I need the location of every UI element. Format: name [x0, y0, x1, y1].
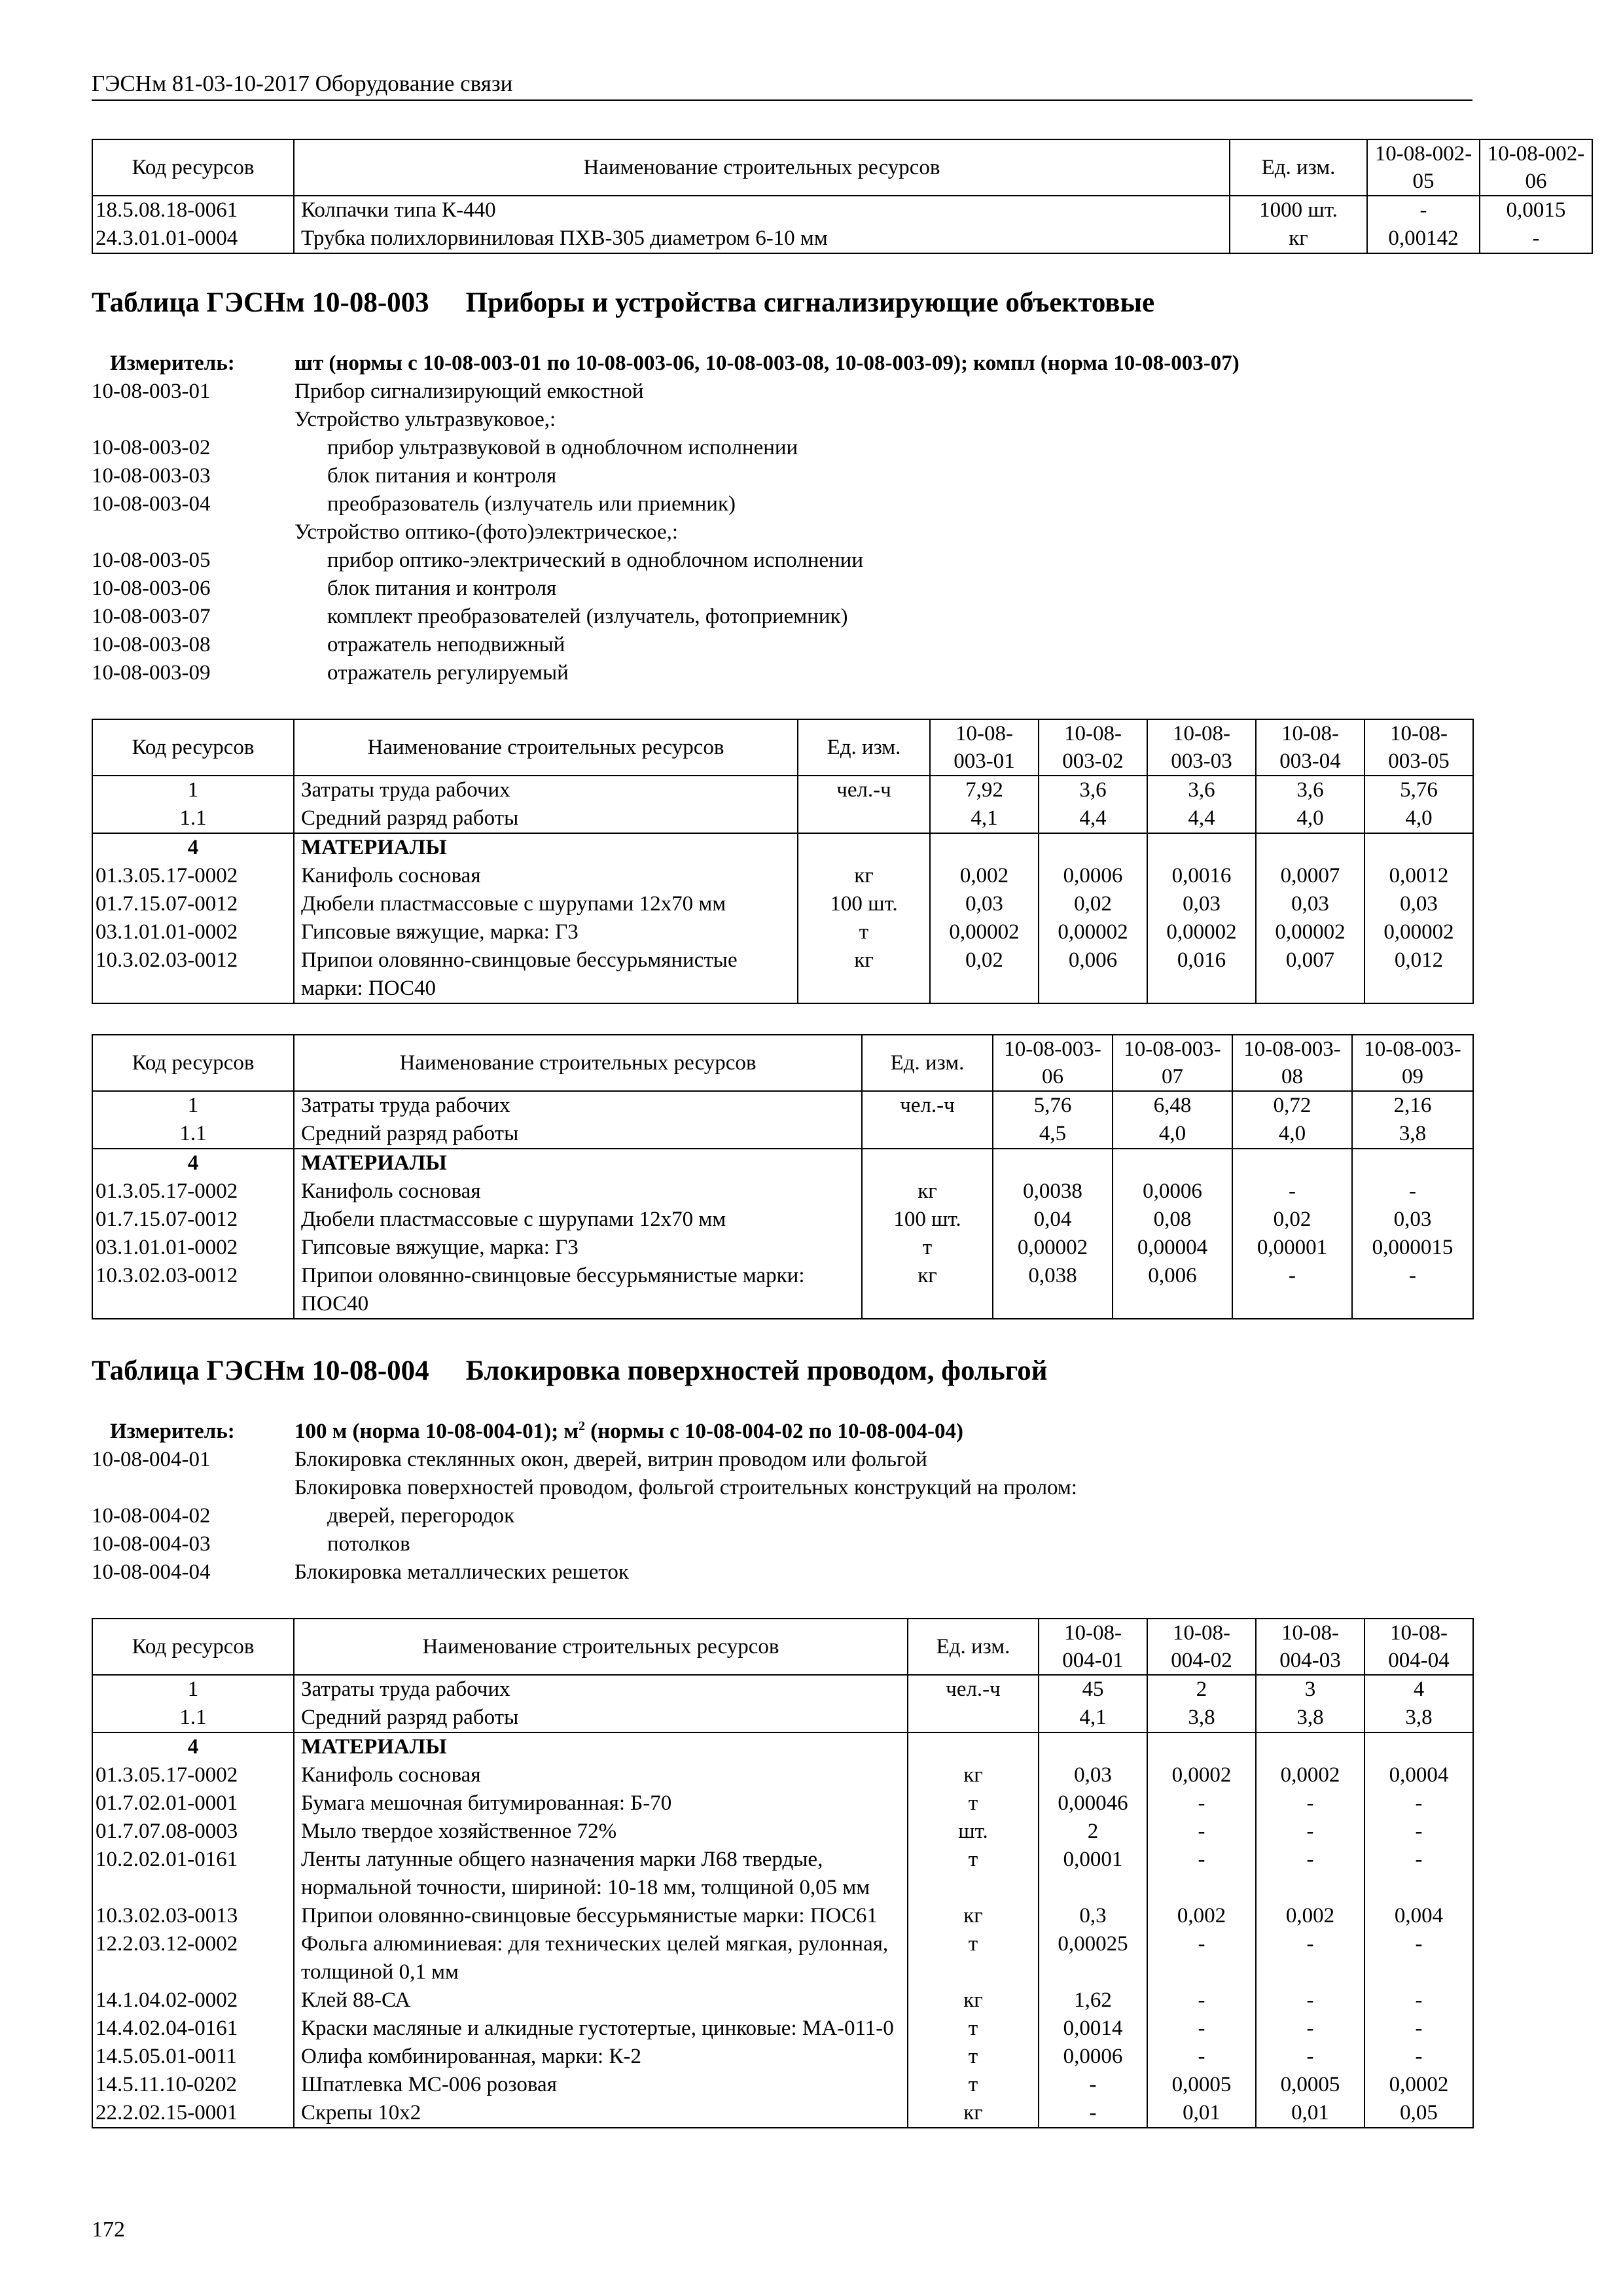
table-row: 4 МАТЕРИАЛЫ: [92, 1732, 1473, 1761]
table-row: 01.3.05.17-0002 Канифоль сосновая кг 0,002 0,0006 0,0016 0,0007 0,0012: [92, 862, 1473, 890]
col-header-norm: 10-08-002-05: [1367, 139, 1480, 196]
table-row: 14.4.02.04-0161 Краски масляные и алкидные густотертые, цинковые: МА-011-0 т 0,0014 - - -: [92, 2015, 1473, 2043]
col-header-name: Наименование строительных ресурсов: [294, 1619, 908, 1675]
table-row: 03.1.01.01-0002 Гипсовые вяжущие, марка: Г3 т 0,00002 0,00004 0,00001 0,000015: [92, 1234, 1473, 1262]
col-header-code: Код ресурсов: [92, 1619, 294, 1675]
table-row: 4 МАТЕРИАЛЫ: [92, 1149, 1473, 1177]
table-row: 14.5.05.01-0011 Олифа комбинированная, марки: К-2 т 0,0006 - - -: [92, 2043, 1473, 2071]
col-header-unit: Ед. изм.: [862, 1035, 993, 1091]
table-row: 22.2.02.15-0001 Скрепы 10х2 кг - 0,01 0,01 0,05: [92, 2099, 1473, 2128]
col-header-norm: 10-08-003-01: [930, 719, 1039, 776]
col-header-norm: 10-08-004-02: [1147, 1619, 1256, 1675]
table-row: 03.1.01.01-0002 Гипсовые вяжущие, марка: Г3 т 0,00002 0,00002 0,00002 0,00002 0,00002: [92, 918, 1473, 946]
col-header-code: Код ресурсов: [92, 139, 294, 196]
col-header-unit: Ед. изм.: [798, 719, 930, 776]
table-row: 1 Затраты труда рабочих чел.-ч 7,92 3,6 3,6 3,6 5,76: [92, 776, 1473, 804]
col-header-norm: 10-08-003-09: [1352, 1035, 1473, 1091]
table-row: 1 Затраты труда рабочих чел.-ч 5,76 6,48 0,72 2,16: [92, 1091, 1473, 1120]
table-row: 1.1 Средний разряд работы 4,1 4,4 4,4 4,0 4,0: [92, 804, 1473, 833]
col-header-norm: 10-08-003-07: [1113, 1035, 1232, 1091]
table-row: 01.3.05.17-0002 Канифоль сосновая кг 0,03 0,0002 0,0002 0,0004: [92, 1761, 1473, 1789]
table-row: 01.7.02.01-0001 Бумага мешочная битумированная: Б-70 т 0,00046 - - -: [92, 1789, 1473, 1818]
section-title-10-08-003: Таблица ГЭСНм 10-08-003 Приборы и устройства сигнализирующие объектовые: [92, 287, 1155, 318]
col-header-name: Наименование строительных ресурсов: [294, 139, 1230, 196]
table-row: 01.7.07.08-0003 Мыло твердое хозяйственное 72% шт. 2 - - -: [92, 1818, 1473, 1846]
col-header-name: Наименование строительных ресурсов: [294, 1035, 862, 1091]
col-header-norm: 10-08-002-06: [1480, 139, 1592, 196]
col-header-norm: 10-08-003-06: [993, 1035, 1113, 1091]
table-row: 14.5.11.10-0202 Шпатлевка МС-006 розовая т - 0,0005 0,0005 0,0002: [92, 2071, 1473, 2099]
table-row: 10.3.02.03-0012 Припои оловянно-свинцовые бессурьмянистые марки: ПОС40 кг 0,038 0,006 - -: [92, 1262, 1473, 1319]
running-header: ГЭСНм 81-03-10-2017 Оборудование связи: [92, 71, 1472, 101]
col-header-code: Код ресурсов: [92, 719, 294, 776]
table-row: 10.2.02.01-0161 Ленты латунные общего назначения марки Л68 твердые, нормальной точности, шириной: 10-18 мм, толщиной 0,05 мм т 0,0001 - - -: [92, 1846, 1473, 1902]
table-row: 10.3.02.03-0012 Припои оловянно-свинцовые бессурьмянистые марки: ПОС40 кг 0,02 0,006 0,016 0,007 0,012: [92, 946, 1473, 1003]
section-description-10-08-003: Измеритель: шт (нормы с 10-08-003-01 по 10-08-003-06, 10-08-003-08, 10-08-003-09); компл (норма 10-08-003-07) 10-08-003-01 Прибор сигнализирующий емкостной Устройство ультразвуковое,: 10-08-003-02 прибор ультразвуковой в одноблочном исполнении 10-08-003-03 блок питания и контроля 10-08-003-04 преобразователь (излучатель или приемник) Устройство оптико-(фото)электрическое,: 10-08-003-05 прибор оптико-электрический в одноблочном исполнении 10-08-003-06 блок питания и контроля 10-08-003-07 комплект преобразователей (излучатель, фотоприемник) 10-08-003-08 отражатель неподвижный 10-08-003-09 отражатель регулируемый: [92, 351, 1240, 685]
col-header-norm: 10-08-004-01: [1039, 1619, 1147, 1675]
col-header-unit: Ед. изм.: [908, 1619, 1039, 1675]
section-description-10-08-004: Измеритель: 100 м (норма 10-08-004-01); $м^2$ (нормы с 10-08-004-02 по 10-08-004-04) 10-08-004-01 Блокировка стеклянных окон, дверей, витрин проводом или фольгой Блокировка поверхностей проводом, фольгой строительных конструкций на пролом: 10-08-004-02 дверей, перегородок 10-08-004-03 потолков 10-08-004-04 Блокировка металлических решеток: [92, 1419, 1077, 1584]
table-row: 1.1 Средний разряд работы 4,1 3,8 3,8 3,8: [92, 1704, 1473, 1732]
col-header-norm: 10-08-003-02: [1039, 719, 1147, 776]
table-row: 14.1.04.02-0002 Клей 88-СА кг 1,62 - - -: [92, 1986, 1473, 2015]
col-header-unit: Ед. изм.: [1230, 139, 1367, 196]
col-header-norm: 10-08-003-05: [1364, 719, 1473, 776]
table-row: 12.2.03.12-0002 Фольга алюминиевая: для технических целей мягкая, рулонная, толщиной 0,1 мм т 0,00025 - - -: [92, 1930, 1473, 1986]
table-10-08-003-b: [92, 1034, 1474, 1319]
table-10-08-002-continued: [92, 139, 1593, 254]
section-title-10-08-004: Таблица ГЭСНм 10-08-004 Блокировка поверхностей проводом, фольгой: [92, 1355, 1048, 1386]
page-number: 172: [92, 2217, 125, 2242]
col-header-norm: 10-08-003-03: [1147, 719, 1256, 776]
table-row: 01.7.15.07-0012 Дюбели пластмассовые с шурупами 12х70 мм 100 шт. 0,04 0,08 0,02 0,03: [92, 1206, 1473, 1234]
table-10-08-003-a: [92, 719, 1474, 1004]
col-header-name: Наименование строительных ресурсов: [294, 719, 798, 776]
table-row: 1.1 Средний разряд работы 4,5 4,0 4,0 3,8: [92, 1120, 1473, 1149]
table-row: 24.3.01.01-0004 Трубка полихлорвиниловая ПХВ-305 диаметром 6-10 мм кг 0,00142 -: [92, 224, 1592, 253]
table-row: 01.7.15.07-0012 Дюбели пластмассовые с шурупами 12х70 мм 100 шт. 0,03 0,02 0,03 0,03 0,03: [92, 890, 1473, 918]
table-10-08-004: [92, 1618, 1474, 2128]
col-header-code: Код ресурсов: [92, 1035, 294, 1091]
col-header-norm: 10-08-003-08: [1232, 1035, 1352, 1091]
table-row: 01.3.05.17-0002 Канифоль сосновая кг 0,0038 0,0006 - -: [92, 1177, 1473, 1206]
table-row: 1 Затраты труда рабочих чел.-ч 45 2 3 4: [92, 1675, 1473, 1704]
col-header-norm: 10-08-003-04: [1256, 719, 1364, 776]
table-row: 18.5.08.18-0061 Колпачки типа К-440 1000 шт. - 0,0015: [92, 196, 1592, 224]
col-header-norm: 10-08-004-04: [1364, 1619, 1473, 1675]
table-row: 10.3.02.03-0013 Припои оловянно-свинцовые бессурьмянистые марки: ПОС61 кг 0,3 0,002 0,002 0,004: [92, 1902, 1473, 1930]
col-header-norm: 10-08-004-03: [1256, 1619, 1364, 1675]
table-row: 4 МАТЕРИАЛЫ: [92, 833, 1473, 862]
